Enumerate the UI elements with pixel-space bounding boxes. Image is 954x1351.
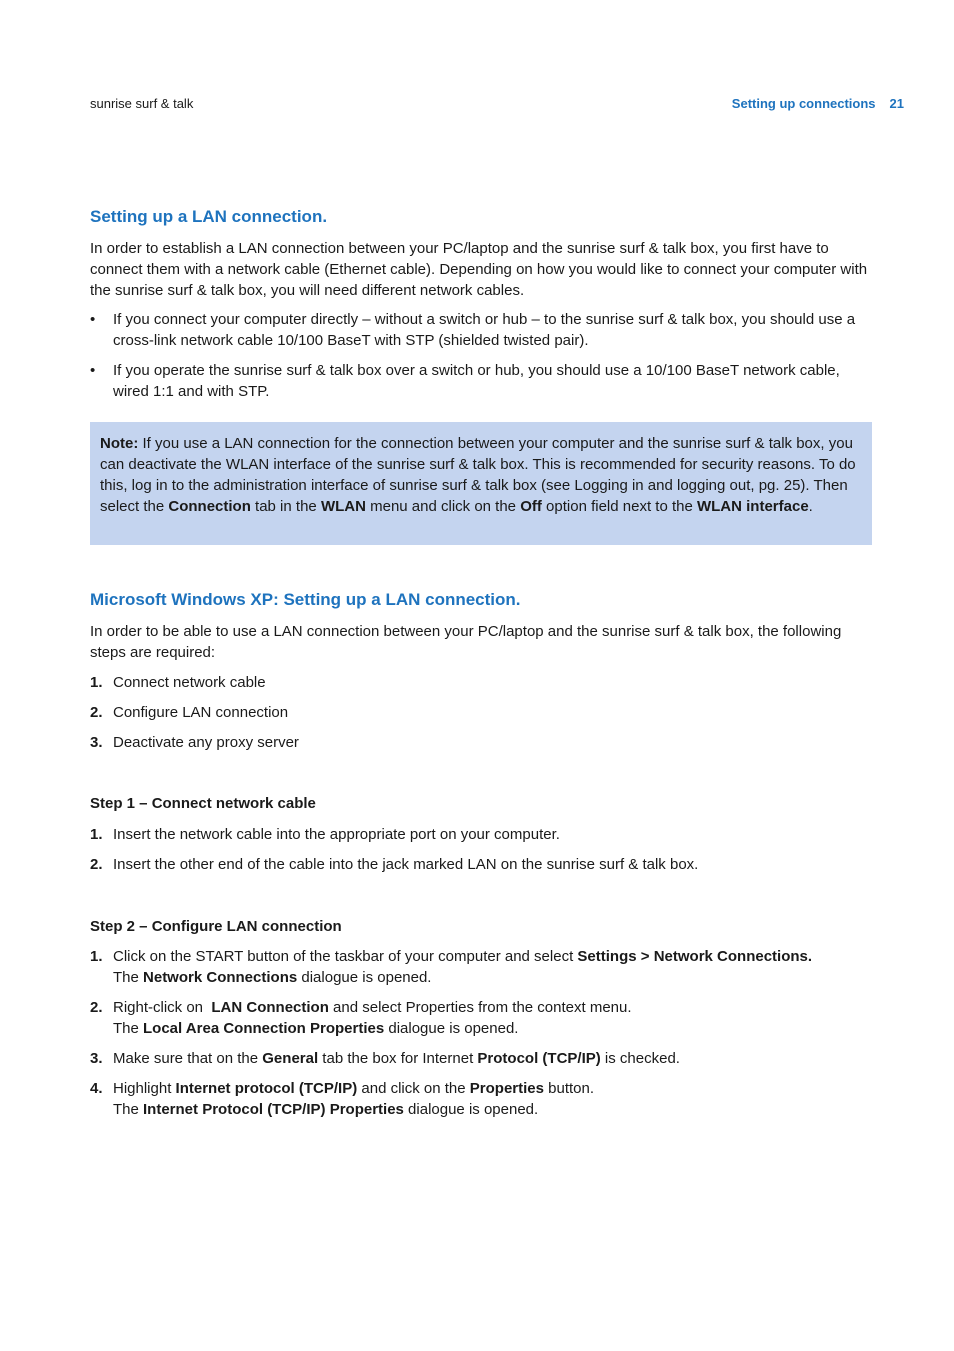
note-bold-off: Off <box>520 498 542 515</box>
step-number: 1. <box>90 826 103 843</box>
note-text: . <box>808 498 813 515</box>
step-number: 2. <box>90 999 103 1016</box>
step-number: 3. <box>90 1050 103 1067</box>
list-item-text: The <box>113 1101 144 1118</box>
list-item-text: Configure LAN connection <box>113 704 289 721</box>
list-item-text: If you operate the sunrise surf & talk box over a switch or hub, you should use a 10/100 BaseT network cable, wired 1:1 and with STP. <box>113 362 840 400</box>
list-item <box>90 824 870 845</box>
list-item-text: Right-click on <box>113 999 212 1016</box>
section-title-windows-xp: Microsoft Windows XP: Setting up a LAN connection. <box>90 590 521 609</box>
list-item-text: button. <box>544 1080 595 1097</box>
note-text: menu and click on the <box>365 498 521 515</box>
step-number: 3. <box>90 734 103 751</box>
list-item <box>90 360 870 402</box>
list-item-text: is checked. <box>600 1050 680 1067</box>
protocol-term: Protocol (TCP/IP) <box>477 1050 601 1067</box>
step-number: 2. <box>90 856 103 873</box>
note-bold-wlan: WLAN <box>320 498 366 515</box>
list-item <box>90 702 870 723</box>
header-section <box>732 96 904 111</box>
dialogue-name: Network Connections <box>143 969 298 986</box>
section-title-lan: Setting up a LAN connection. <box>90 207 328 226</box>
list-item-text: If you connect your computer directly – without a switch or hub – to the sunrise surf & talk box, you should use a cross-link network cable 10/100 BaseT with STP (shielded twisted pair). <box>113 311 856 349</box>
note-bold-wlan-interface: WLAN interface <box>696 498 809 515</box>
step2-title: Step 2 – Configure LAN connection <box>90 918 342 935</box>
list-item-text: dialogue is opened. <box>384 1020 519 1037</box>
list-item <box>90 672 870 693</box>
header-section-title: Setting up connections <box>731 96 876 111</box>
list-item <box>90 1078 870 1120</box>
general-tab-term: General <box>262 1050 319 1067</box>
bullet-marker: • <box>90 362 96 379</box>
list-item-text: dialogue is opened. <box>297 969 432 986</box>
protocol-term: Internet protocol (TCP/IP) <box>175 1080 358 1097</box>
list-item-text: Deactivate any proxy server <box>113 734 299 751</box>
dialogue-name: Local Area Connection Properties <box>143 1020 385 1037</box>
list-item-text: Connect network cable <box>113 674 266 691</box>
list-item-text: Make sure that on the <box>113 1050 263 1067</box>
properties-button-term: Properties <box>469 1080 544 1097</box>
list-item-text: Insert the network cable into the appropriate port on your computer. <box>113 826 560 843</box>
list-item <box>90 854 870 875</box>
list-item <box>90 997 870 1039</box>
page-number: 21 <box>889 96 904 111</box>
step-number: 1. <box>90 674 103 691</box>
list-item <box>90 1048 870 1069</box>
list-item-text: and click on the <box>357 1080 470 1097</box>
note-label: Note: <box>100 435 139 452</box>
list-item-text: dialogue is opened. <box>403 1101 539 1118</box>
lan-connection-term: LAN Connection <box>211 999 329 1016</box>
menu-path-settings-network: Settings > Network Connections. <box>577 948 813 965</box>
note-text: option field next to the <box>541 498 697 515</box>
step-number: 4. <box>90 1080 103 1097</box>
step-number: 1. <box>90 948 103 965</box>
step-number: 2. <box>90 704 103 721</box>
list-item-text: and select Properties from the context menu. <box>328 999 632 1016</box>
list-item <box>90 309 870 351</box>
list-item-text: Click on the START button of the taskbar of your computer and select <box>113 948 578 965</box>
list-item-text: The <box>113 969 144 986</box>
note-text: If you use a LAN connection for the connection between your computer and the sunrise surf & talk box, you can deactivate the WLAN interface of the sunrise surf & talk box. This is recommended for security reasons. To do this, log in to the administration interface of sunrise surf & talk box (see Logging in and logging out, pg. 25). Then select the <box>100 435 856 515</box>
list-item <box>90 946 870 988</box>
section-intro-windows-xp: In order to be able to use a LAN connection between your PC/laptop and the sunrise surf & talk box, the following steps are required: <box>90 623 842 661</box>
step1-title: Step 1 – Connect network cable <box>90 795 316 812</box>
bullet-marker: • <box>90 311 96 328</box>
list-item-text: Insert the other end of the cable into the jack marked LAN on the sunrise surf & talk box. <box>113 856 699 873</box>
note-text: tab in the <box>250 498 321 515</box>
section-intro-lan: In order to establish a LAN connection between your PC/laptop and the sunrise surf & talk box, you first have to connect them with a network cable (Ethernet cable). Depending on how you would like to connect your computer with the sunrise surf & talk box, you will need different network cables. <box>90 240 868 299</box>
dialogue-name: Internet Protocol (TCP/IP) Properties <box>143 1101 404 1118</box>
note-bold-connection: Connection <box>168 498 251 515</box>
header-product-name: sunrise surf & talk <box>90 96 194 111</box>
list-item-text: The <box>113 1020 144 1037</box>
list-item-text: tab the box for Internet <box>318 1050 478 1067</box>
list-item-text: Highlight <box>113 1080 176 1097</box>
note-box <box>90 422 872 545</box>
list-item <box>90 732 870 753</box>
